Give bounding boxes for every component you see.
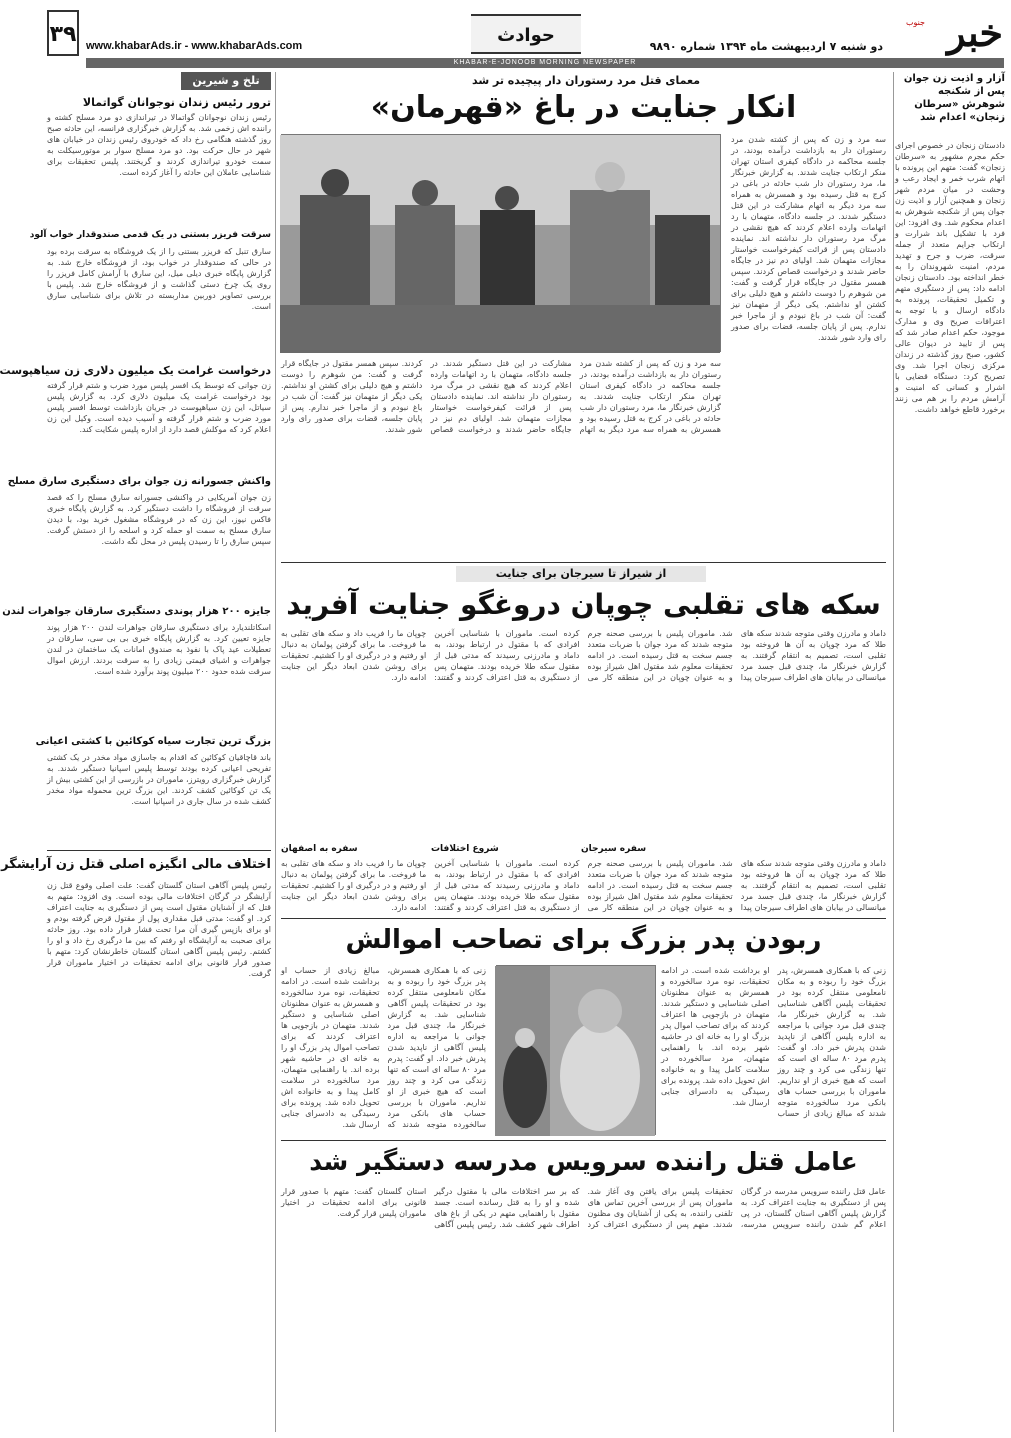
left-item-4-body: زن جوان آمریکایی در واکنشی جسورانه سارق مسلح را که قصد سرقت از فروشگاه را داشت دستگیر کرد. به گزارش پایگاه خبری فاکس نیوز، این زن که در فروشگاه مشغول خرید بود، با دیدن سارق مسلح به سمت او حمله کرد و اسلحه را از دستش گرفت. سپس سارق را تا رسیدن پلیس در محل نگه داشت. (47, 493, 271, 546)
grandfather-photo-art (495, 966, 655, 1136)
left-bottom-rule (47, 850, 271, 851)
left-item-1-body: رئیس زندان نوجوانان گواتمالا در تیراندازی دو مرد مسلح کشته و راننده اش زخمی شد. به گزارش خبرگزاری فرانسه، این حادثه صبح روز گذشته هنگامی رخ داد که خودروی رئیس زندان در خیابان های شهر در حال حرکت بود. دو مرد مسلح سوار بر موتورسیکلت به سمت خودرو تیراندازی کردند و گریختند. پلیس تحقیقات برای شناسایی عاملان این حادثه را آغاز کرده است. (47, 113, 271, 177)
section-title: حوادث (471, 14, 581, 54)
logo-small: جنوب (905, 18, 925, 27)
left-item-4-title: واکنش جسورانه زن جوان برای دستگیری سارق مسلح (7, 476, 271, 487)
kidnap-headline: ربودن پدر بزرگ برای تصاحب اموالش (345, 925, 822, 955)
courtroom-photo (281, 134, 721, 352)
right-body: دادستان زنجان در خصوص اجرای حکم مجرم مشهور به «سرطان زنجان» گفت: متهم این پرونده با اتهام شرب خمر و ایجاد رعب و وحشت در میان مردم شهر زنجان و همچنین آزار و اذیت زن جوان پس از شکنجه شوهرش به اعدام محکوم شد. وی افزود: این فرد با تشکیل باند شرارت و ارتکاب جرایم متعدد از جمله سرقت، ضرب و جرح و تهدید مردم، امنیت شهروندان را به خطر انداخته بود. دادستان زنجان ادامه داد: پس از دستگیری متهم و تکمیل تحقیقات، پرونده به دادگاه ارسال و با توجه به اعترافات صریح وی و مدارک موجود، حکم اعدام صادر شد که پس از تایید در دیوان عالی کشور، صبح روز گذشته در زندان مرکزی زنجان اجرا شد. وی تصریح کرد: دستگاه قضایی با اشرار و کسانی که امنیت و آرامش مردم را بر هم می زنند برخورد قاطع خواهد داشت. (895, 141, 1005, 414)
main-body-bottom: سه مرد و زن که پس از کشته شدن مرد رستوران دار به بازداشت درآمده بودند، در جلسه محاکمه در دادگاه کیفری استان تهران منکر ارتکاب جنایت شدند. به گزارش خبرنگار ما، مرد رستوران دار شب حادثه در باغی در کرج به قتل رسیده بود و همسرش به همراه سه مرد دیگر به اتهام مشارکت در این قتل دستگیر شدند. در جلسه دادگاه، متهمان با رد اتهامات وارده اعلام کردند که هیچ نقشی در مرگ مرد رستوران دار نداشته اند. نماینده دادستان پس از قرائت کیفرخواست خواستار مجازات متهمان شد. اولیای دم نیز در جایگاه حاضر شدند و درخواست قصاص کردند. سپس همسر مقتول در جایگاه قرار گرفت و گفت: من شوهرم را دوست داشتم و هیچ دلیلی برای کشتن او نداشتم. یکی دیگر از متهمان نیز گفت: آن شب در باغ نبودم و از ماجرا خبر ندارم. پس از پایان جلسه، قضات برای صدور رای وارد شور شدند. (281, 359, 721, 434)
main-story (281, 72, 886, 562)
right-headline: آزار و اذیت زن جوان پس از شکنجه شوهرش «سرطان زنجان» اعدام شد (903, 73, 1005, 123)
left-item-1-title: ترور رئیس زندان نوجوانان گواتمالا (82, 96, 271, 109)
right-divider (893, 72, 894, 1432)
mid-subhead-2: شروع اختلافات (431, 844, 499, 854)
left-bottom-headline: اختلاف مالی انگیزه اصلی قتل زن آرایشگر (1, 857, 271, 872)
mid-kicker: از شیراز تا سیرجان برای جنایت (456, 566, 706, 582)
left-bottom-body: رئیس پلیس آگاهی استان گلستان گفت: علت اصلی وقوع قتل زن آرایشگر در گرگان اختلافات مالی بوده است. وی افزود: متهم به قتل که از آشنایان مقتول است پس از دستگیری به جنایت اعتراف کرد. او گفت: مدتی قبل مقداری پول از مقتول قرض گرفته بودم و او برای بازپس گیری آن مرا تحت فشار قرار داده بود. روز حادثه برای صحبت به آرایشگاه او رفتم که بین ما درگیری رخ داد و او را کشتم. رئیس پلیس آگاهی استان گلستان خاطرنشان کرد: متهم با صدور قرار قانونی برای ادامه تحقیقات در اختیار ماموران قرار گرفت. (47, 881, 271, 978)
bottom-headline: عامل قتل راننده سرویس مدرسه دستگیر شد (309, 1147, 858, 1176)
masthead (41, 0, 1011, 70)
main-headline: انکار جنایت در باغ «قهرمان» (370, 90, 797, 125)
main-kicker: معمای قتل مرد رستوران دار پیچیده تر شد (471, 74, 701, 87)
left-item-6-body: باند قاچاقیان کوکائین که اقدام به جاسازی مواد مخدر در یک کشتی تفریحی اعیانی کرده بودند توسط پلیس اسپانیا دستگیر شدند. به گزارش خبرگزاری رویترز، ماموران در بازرسی از این کشتی بیش از یک تن کوکائین کشف کردند. این بزرگ ترین محموله مواد مخدر کشف شده در سال جاری در اسپانیا است. (47, 753, 271, 806)
kidnap-body-right: زنی که با همکاری همسرش، پدر بزرگ خود را ربوده و به مکان نامعلومی منتقل کرده بود در تحقیقات پلیس آگاهی شناسایی شد. به گزارش خبرنگار ما، چندی قبل مرد جوانی با مراجعه به اداره پلیس آگاهی از ناپدید شدن پدرش خبر داد. او گفت: پدرم مرد ۸۰ ساله ای است که تنها زندگی می کرد و چند روز است که هیچ خبری از او نداریم. ماموران با بررسی حساب های بانکی مرد سالخورده متوجه شدند که مبالغ زیادی از حساب او برداشت شده است. در ادامه تحقیقات، نوه مرد سالخورده و همسرش به عنوان مظنونان اصلی شناسایی و دستگیر شدند. متهمان در بازجویی ها اعتراف کردند که برای تصاحب اموال پدر بزرگ او را به خانه ای در حاشیه شهر برده اند. با راهنمایی متهمان، مرد سالخورده در سلامت کامل پیدا و به خانواده اش تحویل داده شد. پرونده برای رسیدگی به دادسرای جنایی ارسال شد. (661, 966, 887, 1118)
left-item-3-body: زن جوانی که توسط یک افسر پلیس مورد ضرب و شتم قرار گرفته بود درخواست غرامت یک میلیون دلاری کرد. به گزارش پلیس سیاتل، این زن سیاهپوست در جریان بازداشت توسط افسر پلیس مورد ضرب و شتم قرار گرفته و آسیب دیده است. وکیل این زن اعلام کرد که موکلش قصد دارد از اداره پلیس شکایت کند. (47, 381, 271, 434)
logo-block (893, 10, 1003, 60)
left-item-6-title: بزرگ ترین تجارت سیاه کوکائین با کشتی اعیانی (35, 736, 271, 747)
left-item-2-title: سرقت فریزر بستنی در یک قدمی صندوقدار خواب آلود (29, 230, 271, 240)
kidnap-top-rule (281, 918, 886, 919)
mid-story (281, 566, 886, 916)
mid-top-rule (281, 562, 886, 563)
bottom-top-rule (281, 1140, 886, 1141)
left-item-2-body: سارق تنبل که فریزر بستنی را از یک فروشگاه به سرقت برده بود در حالی که صندوقدار در خواب بود، از فروشگاه خارج شد. به گزارش پایگاه خبری دیلی میل، این سارق با آرامش کامل فریزر را روی یک چرخ دستی گذاشت و از فروشگاه خارج شد. پلیس با بررسی تصاویر دوربین مداربسته در تلاش برای شناسایی سارق است. (47, 247, 271, 311)
bottom-body: عامل قتل راننده سرویس مدرسه در گرگان پس از دستگیری به جنایت اعتراف کرد. به گزارش پلیس آگاهی استان گلستان، در پی اعلام گم شدن راننده سرویس مدرسه، تحقیقات پلیس برای یافتن وی آغاز شد. ماموران پس از بررسی آخرین تماس های تلفنی راننده، به یکی از آشنایان وی مظنون شدند. متهم پس از دستگیری اعتراف کرد که بر سر اختلافات مالی با مقتول درگیر شده و او را به قتل رسانده است. جسد مقتول با راهنمایی متهم در یکی از باغ های اطراف شهر کشف شد. رئیس پلیس آگاهی استان گلستان گفت: متهم با صدور قرار قانونی برای ادامه تحقیقات در اختیار ماموران پلیس قرار گرفت. (281, 1187, 886, 1229)
mid-headline: سکه های تقلبی چوپان دروغگو جنایت آفرید (286, 588, 881, 621)
bottom-story (281, 1142, 886, 1432)
main-body-right: سه مرد و زن که پس از کشته شدن مرد رستوران دار به بازداشت درآمده بودند، در جلسه محاکمه در دادگاه کیفری استان تهران منکر ارتکاب جنایت شدند. به گزارش خبرنگار ما، مرد رستوران دار شب حادثه در باغی در کرج به قتل رسیده بود و همسرش به همراه سه مرد دیگر به اتهام مشارکت در این قتل دستگیر شدند. در جلسه دادگاه، متهمان با رد اتهامات وارده اعلام کردند که هیچ نقشی در مرگ مرد رستوران دار نداشته اند. نماینده دادستان پس از قرائت کیفرخواست خواستار مجازات متهمان شد. اولیای دم نیز در جایگاه حاضر شدند و درخواست قصاص کردند. سپس همسر مقتول در جایگاه قرار گرفت و گفت: من شوهرم را دوست داشتم و هیچ دلیلی برای کشتن او نداشتم. یکی دیگر از متهمان نیز گفت: آن شب در باغ نبودم و از ماجرا خبر ندارم. پس از پایان جلسه، قضات برای صدور رای وارد شور شدند. (731, 135, 886, 342)
left-bottom-story (1, 854, 271, 1432)
websites[interactable]: www.khabarAds.ir - www.khabarAds.com (86, 40, 303, 52)
mid-body: داماد و مادرزن وقتی متوجه شدند سکه های طلا که مرد چوپان به آن ها فروخته بود تقلبی است، تصمیم به انتقام گرفتند. به گزارش خبرنگار ما، چندی قبل جسد مرد میانسالی در بیابان های اطراف سیرجان پیدا شد. ماموران پلیس با بررسی صحنه جرم متوجه شدند که مرد جوان با ضربات متعدد جسم سخت به قتل رسیده است. در ادامه تحقیقات معلوم شد مقتول اهل شیراز بوده و به عنوان چوپان در این منطقه کار می کرده است. ماموران با شناسایی آخرین افرادی که با مقتول در ارتباط بودند، به داماد و مادرزنی رسیدند که مدتی قبل از مقتول سکه طلا خریده بودند. متهمان پس از دستگیری به قتل اعتراف کردند و گفتند: چوپان ما را فریب داد و سکه های تقلبی به ما فروخت. ما برای گرفتن پولمان به دنبال او رفتیم و در درگیری او را کشتیم. تحقیقات برای روشن شدن ابعاد دیگر این جنایت ادامه دارد. (281, 629, 886, 682)
page-number: ۳۹ (47, 10, 79, 56)
issue-date: دو شنبه ۷ اردیبهشت ماه ۱۳۹۴ شماره ۹۸۹۰ (649, 40, 883, 53)
masthead-strip (86, 58, 1004, 68)
grandfather-photo (496, 965, 656, 1135)
right-column (895, 72, 1005, 1432)
mid-subhead-3: سفره به اصفهان (281, 844, 358, 854)
left-item-5-body: اسکاتلندیارد برای دستگیری سارقان جواهرات لندن ۲۰۰ هزار پوند جایزه تعیین کرد. به گزارش پایگاه خبری بی بی سی، سارقان در تعطیلات عید پاک با نفوذ به صندوق امانات یک ساختمان در لندن جواهرات و اشیای قیمتی زیادی را به سرقت بردند. ارزش اموال سرقت شده حدود ۲۰۰ میلیون پوند برآورد شده است. (47, 623, 271, 676)
courtroom-photo-art (280, 135, 720, 353)
left-tag: تلخ و شیرین (181, 72, 271, 90)
left-divider (275, 72, 276, 1432)
left-item-3-title: درخواست غرامت یک میلیون دلاری زن سیاهپوست (0, 364, 271, 377)
logo: خبر (947, 10, 1003, 55)
mid-subhead-1: سفره سیرجان (581, 844, 647, 854)
left-item-5-title: جایزه ۲۰۰ هزار پوندی دستگیری سارقان جواهرات لندن (2, 606, 271, 617)
kidnap-body-left: زنی که با همکاری همسرش، پدر بزرگ خود را ربوده و به مکان نامعلومی منتقل کرده بود در تحقیقات پلیس آگاهی شناسایی شد. به گزارش خبرنگار ما، چندی قبل مرد جوانی با مراجعه به اداره پلیس آگاهی از ناپدید شدن پدرش خبر داد. او گفت: پدرم مرد ۸۰ ساله ای است که تنها زندگی می کرد و چند روز است که هیچ خبری از او نداریم. ماموران با بررسی حساب های بانکی مرد سالخورده متوجه شدند که مبالغ زیادی از حساب او برداشت شده است. در ادامه تحقیقات، نوه مرد سالخورده و همسرش به عنوان مظنونان اصلی شناسایی و دستگیر شدند. متهمان در بازجویی ها اعتراف کردند که برای تصاحب اموال پدر بزرگ او را به خانه ای در حاشیه شهر برده اند. با راهنمایی متهمان، مرد سالخورده در سلامت کامل پیدا و به خانواده اش تحویل داده شد. پرونده برای رسیدگی به دادسرای جنایی ارسال شد. (281, 966, 486, 1129)
masthead-strip-text: KHABAR-E-JONOOB MORNING NEWSPAPER (453, 59, 637, 66)
left-column (0, 72, 271, 852)
mid-body-end: داماد و مادرزن وقتی متوجه شدند سکه های طلا که مرد چوپان به آن ها فروخته بود تقلبی است، تصمیم به انتقام گرفتند. به گزارش خبرنگار ما، چندی قبل جسد مرد میانسالی در بیابان های اطراف سیرجان پیدا شد. ماموران پلیس با بررسی صحنه جرم متوجه شدند که مرد جوان با ضربات متعدد جسم سخت به قتل رسیده است. در ادامه تحقیقات معلوم شد مقتول اهل شیراز بوده و به عنوان چوپان در این منطقه کار می کرده است. ماموران با شناسایی آخرین افرادی که با مقتول در ارتباط بودند، به داماد و مادرزنی رسیدند که مدتی قبل از مقتول سکه طلا خریده بودند. متهمان پس از دستگیری به قتل اعتراف کردند و گفتند: چوپان ما را فریب داد و سکه های تقلبی به ما فروخت. ما برای گرفتن پولمان به دنبال او رفتیم و در درگیری او را کشتیم. تحقیقات برای روشن شدن ابعاد دیگر این جنایت ادامه دارد. (281, 859, 886, 912)
